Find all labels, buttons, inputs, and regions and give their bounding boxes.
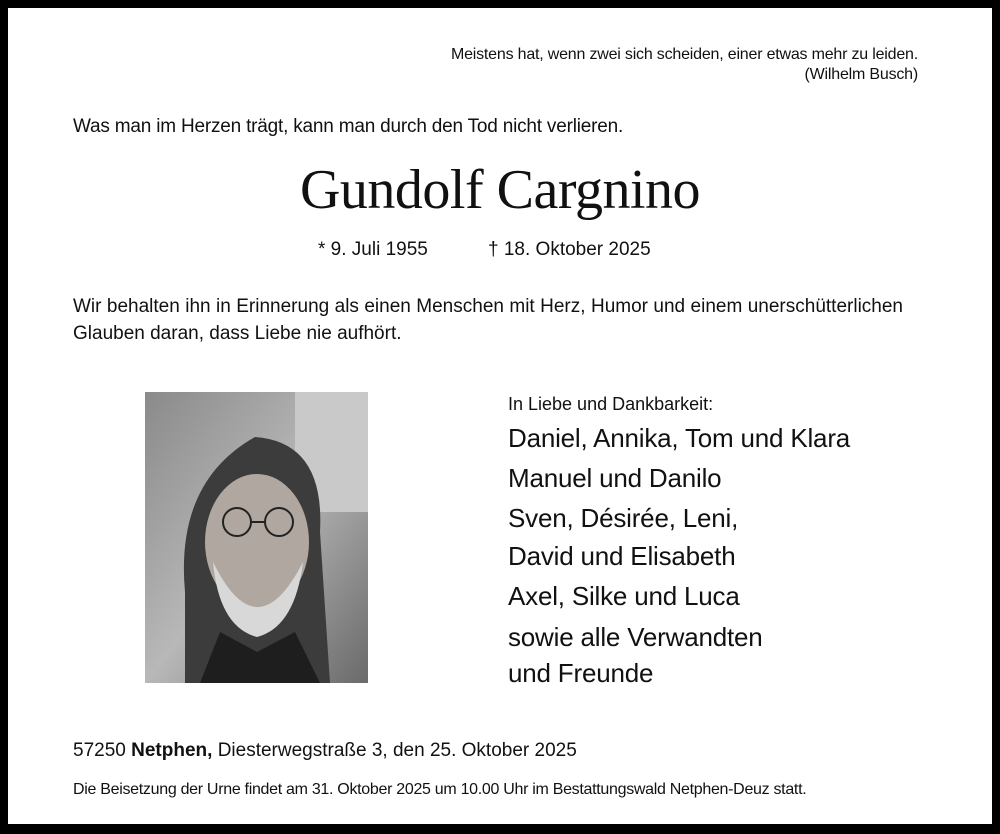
address-rest: Diesterwegstraße 3, den 25. Oktober 2025: [217, 740, 577, 761]
mourners-label: In Liebe und Dankbarkeit:: [508, 394, 714, 414]
mourner-line: Manuel und Danilo: [508, 463, 722, 493]
address-city: Netphen,: [131, 740, 213, 761]
address-line: [73, 740, 577, 762]
mourner-line: sowie alle Verwandten: [508, 622, 763, 652]
tribute-text: Wir behalten ihn in Erinnerung als einen Menschen mit Herz, Humor und einem unerschütterlichen Glauben daran, dass Liebe nie aufhört.: [73, 296, 903, 344]
birth-date: * 9. Juli 1955: [318, 239, 428, 260]
mourner-line: Daniel, Annika, Tom und Klara: [508, 423, 851, 453]
mourner-line: Sven, Désirée, Leni,: [508, 503, 739, 533]
address-zip: 57250: [73, 740, 126, 761]
burial-info: Die Beisetzung der Urne findet am 31. Oktober 2025 um 10.00 Uhr im Bestattungswald Netphen-Deuz statt.: [73, 781, 807, 798]
obituary-notice: [8, 8, 992, 824]
mourner-line: David und Elisabeth: [508, 541, 736, 571]
mourner-line: Axel, Silke und Luca: [508, 581, 740, 611]
quote-text: Meistens hat, wenn zwei sich scheiden, einer etwas mehr zu leiden.: [450, 46, 918, 63]
mourner-line: und Freunde: [508, 658, 654, 688]
quote-author: (Wilhelm Busch): [804, 66, 918, 83]
death-date: † 18. Oktober 2025: [488, 239, 651, 260]
portrait-photo: [145, 392, 368, 683]
deceased-name: Gundolf Cargnino: [299, 159, 701, 221]
motto: Was man im Herzen trägt, kann man durch den Tod nicht verlieren.: [73, 116, 624, 137]
